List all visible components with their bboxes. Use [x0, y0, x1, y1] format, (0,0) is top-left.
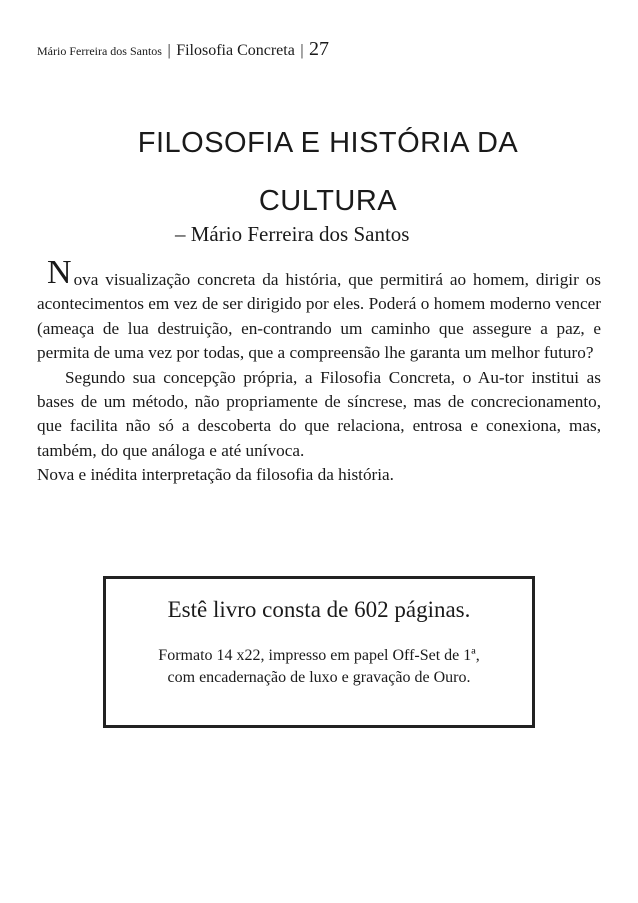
- page-number: 27: [309, 38, 330, 60]
- paragraph: [37, 254, 601, 366]
- drop-cap: N: [47, 254, 72, 291]
- page-title: [37, 114, 601, 230]
- title-line-2: CULTURA: [258, 185, 398, 217]
- byline: – Mário Ferreira dos Santos: [175, 222, 410, 246]
- article-body: [37, 254, 601, 488]
- header-author: Mário Ferreira dos Santos: [37, 44, 162, 58]
- running-header: [37, 38, 329, 61]
- header-book-title: Filosofia Concreta: [176, 42, 295, 59]
- header-separator: |: [300, 42, 304, 59]
- format-line-1: Formato 14 x22, impresso em papel Off-Set de 1ª,: [158, 647, 480, 664]
- paragraph-text: ova visualização concreta da história, que permitirá ao homem, dirigir os acontecimentos em vez de ser dirigido por eles. Poderá o homem moderno vencer (ameaça de lua destruição, en-contrando um caminho que assegure a paz, e permita de uma vez por todas, que a compreensão lhe garanta um melhor futuro?: [37, 270, 601, 363]
- header-separator: |: [167, 42, 171, 59]
- title-line-1: FILOSOFIA E HISTÓRIA DA: [137, 127, 519, 159]
- paragraph: Segundo sua concepção própria, a Filosofia Concreta, o Au-tor institui as bases de um método, não propriamente de síncrese, mas de concrecionamento, que facilita não só a descoberta do que relaciona, entrosa e conexiona, mas, também, do que análoga e até unívoca.: [37, 367, 601, 460]
- page-count-text: Estê livro consta de 602 páginas.: [167, 597, 471, 622]
- book-info-box: [103, 576, 535, 728]
- format-line-2: com encadernação de luxo e gravação de Ouro.: [167, 669, 471, 686]
- paragraph: Nova e inédita interpretação da filosofia da história.: [37, 465, 394, 485]
- format-text: [106, 645, 532, 689]
